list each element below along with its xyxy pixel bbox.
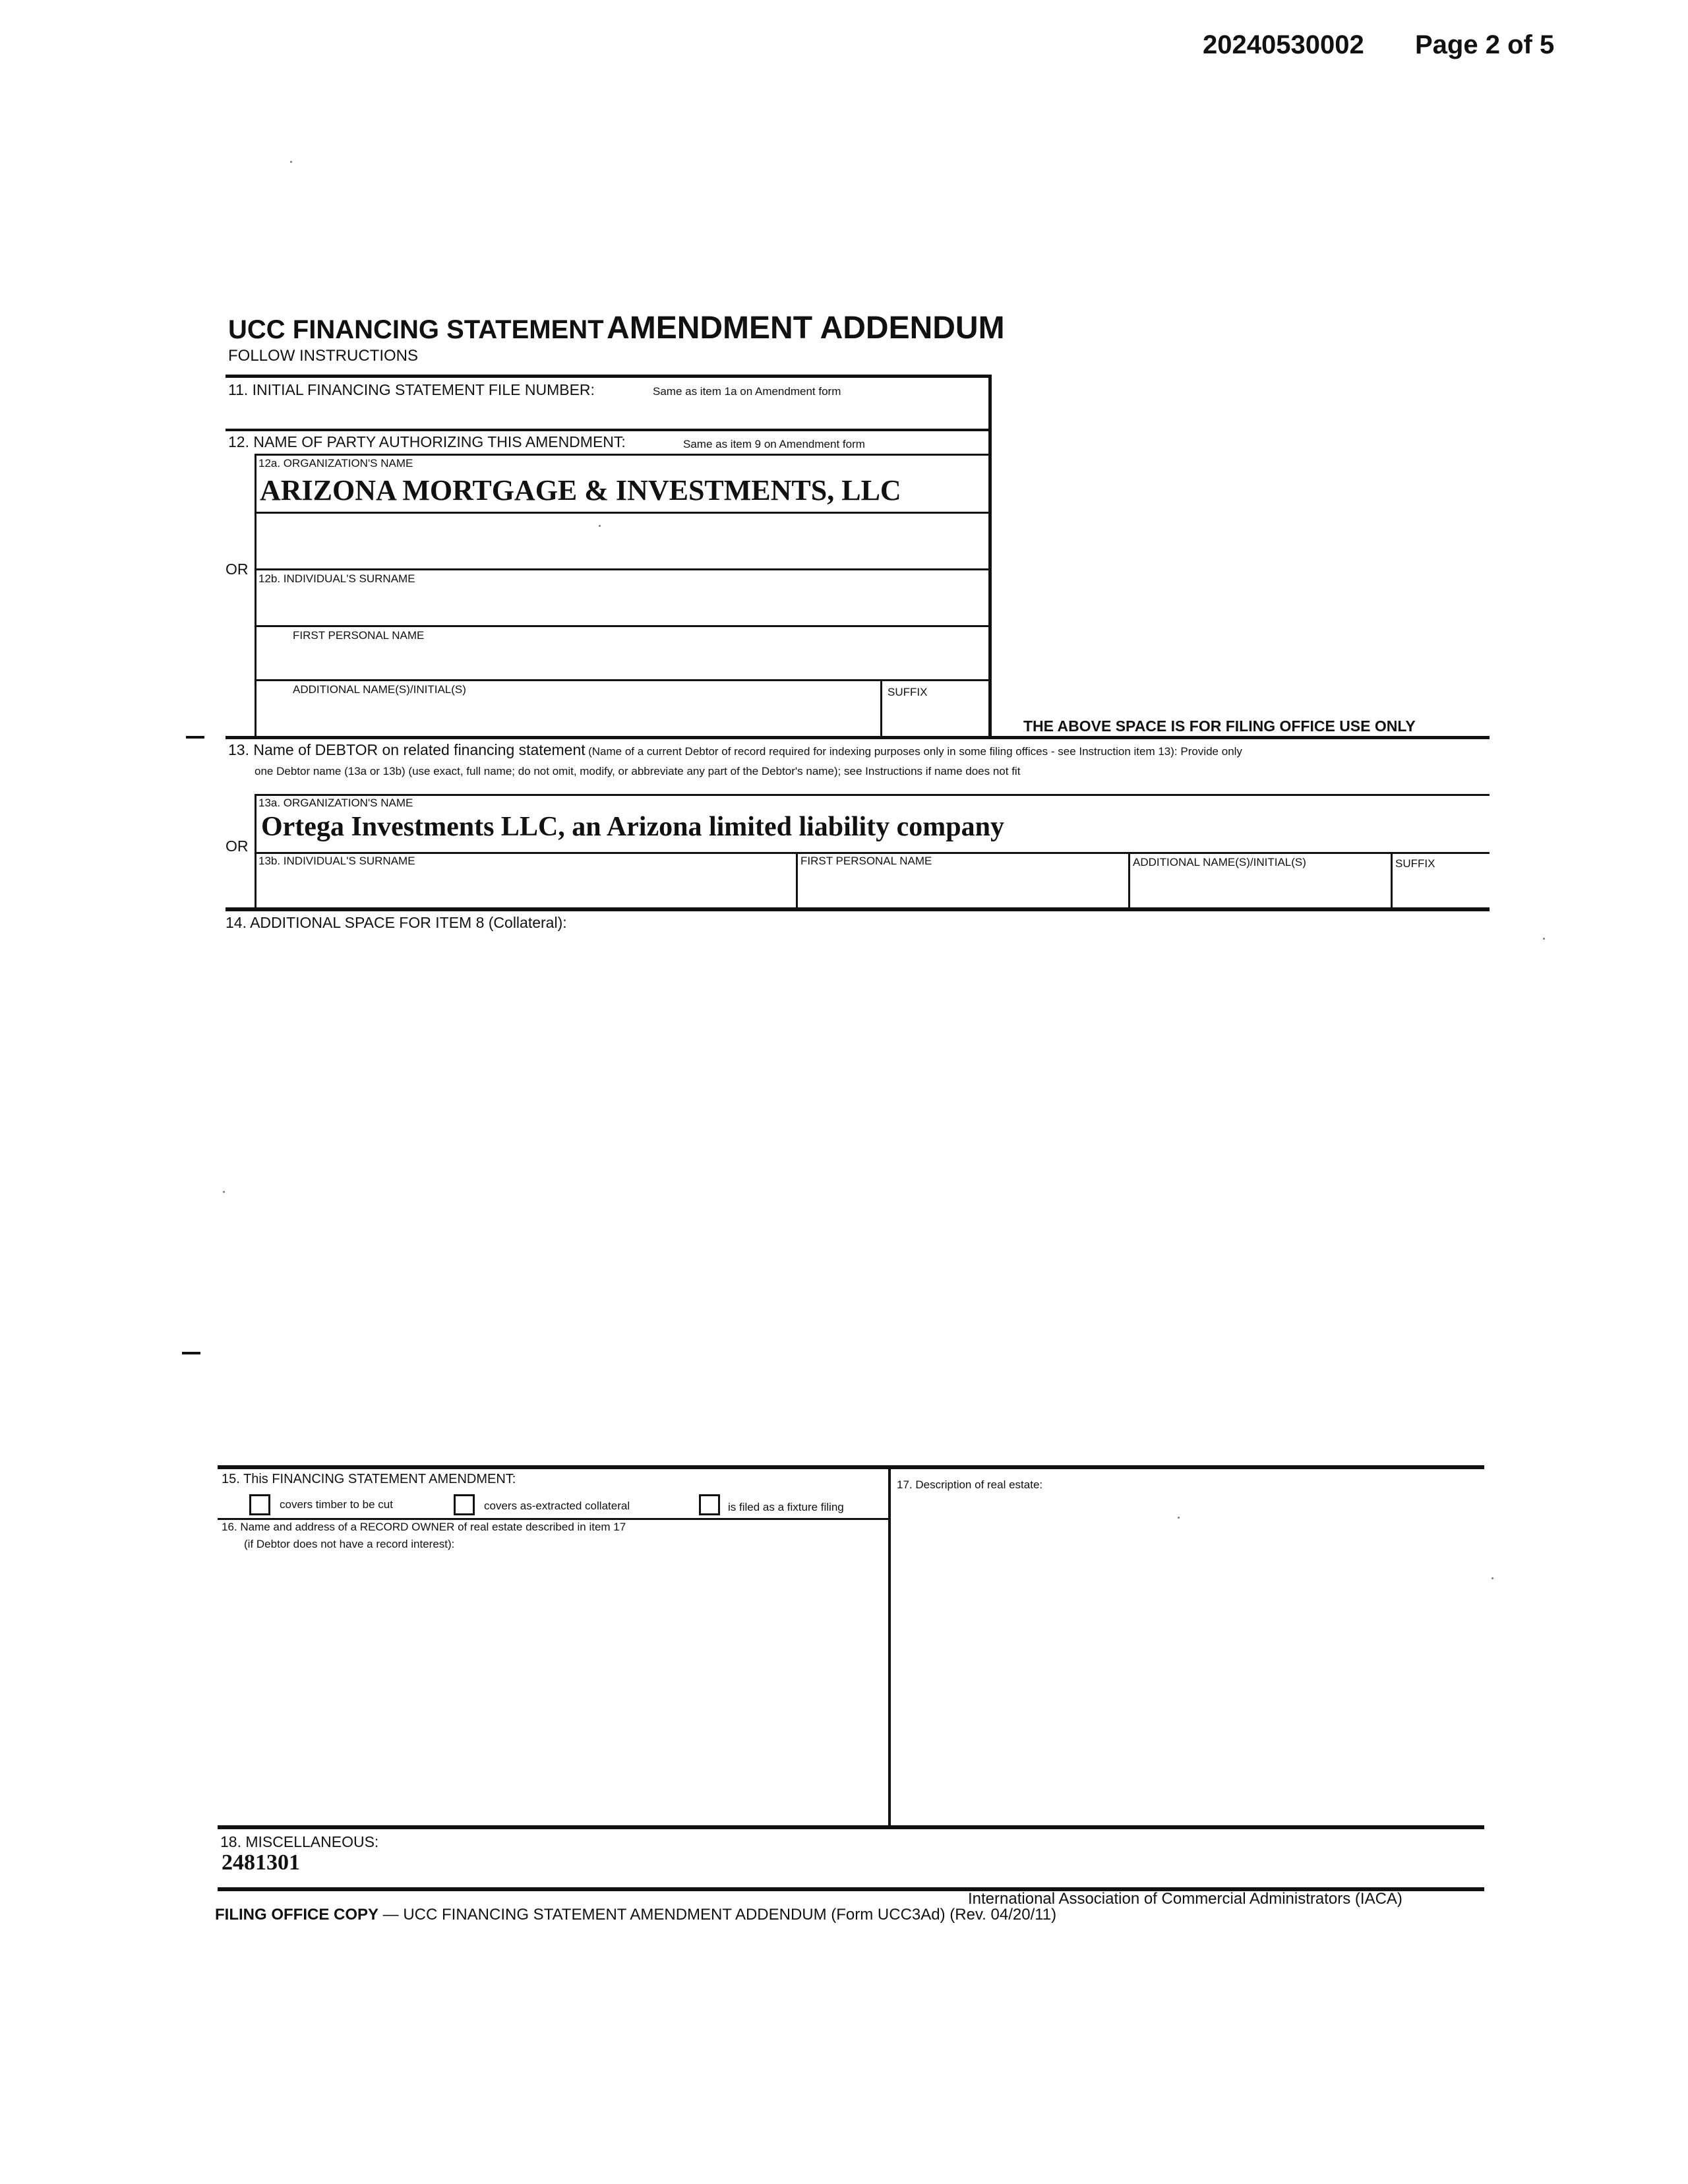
- item13-note-2: one Debtor name (13a or 13b) (use exact, full name; do not omit, modify, or abbreviate any part of the Debtor's name); see Instructions if name does not fit: [255, 765, 1021, 777]
- rule-13-suffix-left: [1391, 852, 1393, 909]
- form-title-part1: UCC FINANCING STATEMENT: [228, 315, 604, 344]
- rule-suffix-left: [880, 679, 882, 737]
- item15-label: 15. This FINANCING STATEMENT AMENDMENT:: [222, 1472, 516, 1486]
- form-title: [228, 310, 1005, 346]
- iaca-credit: International Association of Commercial Administrators (IACA): [968, 1890, 1402, 1908]
- scan-speck: [290, 161, 292, 163]
- item13a-label: 13a. ORGANIZATION'S NAME: [258, 797, 413, 809]
- checkbox-extracted[interactable]: [454, 1494, 475, 1515]
- additional-names-label: ADDITIONAL NAME(S)/INITIAL(S): [293, 683, 466, 696]
- rule-13b-top: [255, 852, 1490, 854]
- rule-top-16: [218, 1518, 889, 1520]
- item11-label: 11. INITIAL FINANCING STATEMENT FILE NUMBER:: [228, 381, 595, 398]
- check-fixture-label: is filed as a fixture filing: [728, 1501, 844, 1513]
- item17-label: 17. Description of real estate:: [897, 1478, 1043, 1491]
- item12a-label: 12a. ORGANIZATION'S NAME: [258, 457, 413, 470]
- item18-value: 2481301: [222, 1850, 300, 1875]
- rule-top-12: [226, 429, 991, 431]
- item13-first-label: FIRST PERSONAL NAME: [800, 855, 932, 867]
- scan-speck: [1492, 1577, 1493, 1579]
- item16-label-2: (if Debtor does not have a record interest):: [244, 1538, 455, 1550]
- scan-speck: [1178, 1517, 1180, 1519]
- rule-12a-mid: [255, 512, 990, 514]
- scan-speck: [1543, 938, 1545, 940]
- rule-top-18: [218, 1825, 1484, 1829]
- item12-note: Same as item 9 on Amendment form: [683, 438, 865, 450]
- item11-note: Same as item 1a on Amendment form: [653, 385, 841, 398]
- item13-label-line: [228, 741, 1242, 759]
- item12a-value: ARIZONA MORTGAGE & INVESTMENTS, LLC: [260, 474, 901, 506]
- rule-top-15: [218, 1465, 1484, 1469]
- or-label-13: OR: [226, 837, 249, 855]
- margin-mark-2: [182, 1352, 200, 1354]
- item13-additional-label: ADDITIONAL NAME(S)/INITIAL(S): [1133, 856, 1306, 868]
- rule-13-first-left: [796, 852, 798, 909]
- or-label-12: OR: [226, 561, 249, 578]
- footer-line: [215, 1906, 1056, 1924]
- rule-top-11: [226, 375, 991, 378]
- item12b-label: 12b. INDIVIDUAL'S SURNAME: [258, 572, 415, 585]
- check-timber-label: covers timber to be cut: [280, 1498, 393, 1511]
- check-extracted-label: covers as-extracted collateral: [484, 1500, 630, 1512]
- footer-copy-label: FILING OFFICE COPY: [215, 1906, 379, 1924]
- checkbox-timber[interactable]: [249, 1494, 270, 1515]
- scan-speck: [223, 1191, 225, 1193]
- item18-label: 18. MISCELLANEOUS:: [220, 1833, 379, 1850]
- rule-12a-top: [255, 454, 990, 456]
- checkbox-fixture[interactable]: [699, 1494, 720, 1515]
- rule-top-14: [226, 907, 1490, 911]
- rule-top-13: [226, 736, 1490, 739]
- suffix-label: SUFFIX: [888, 686, 928, 698]
- item12-label: 12. NAME OF PARTY AUTHORIZING THIS AMENDMENT:: [228, 433, 626, 450]
- footer-copy-text: — UCC FINANCING STATEMENT AMENDMENT ADDENDUM (Form UCC3Ad) (Rev. 04/20/11): [378, 1906, 1057, 1924]
- item13b-label: 13b. INDIVIDUAL'S SURNAME: [258, 855, 415, 867]
- scan-speck: [599, 525, 601, 527]
- rule-left-12: [255, 454, 256, 739]
- rule-12b-top: [255, 568, 990, 570]
- rule-first-top: [255, 625, 990, 627]
- item13-note-1: (Name of a current Debtor of record required for indexing purposes only in some filing offices - see Instruction item 13): Provide only: [588, 745, 1242, 758]
- item16-label-1: 16. Name and address of a RECORD OWNER of real estate described in item 17: [222, 1521, 626, 1533]
- item13a-value: Ortega Investments LLC, an Arizona limited liability company: [261, 812, 1004, 842]
- page-indicator: Page 2 of 5: [1415, 30, 1555, 59]
- item13-label: 13. Name of DEBTOR on related financing statement: [228, 741, 586, 758]
- rule-13a-top: [255, 794, 1490, 796]
- filing-number: 20240530002: [1203, 30, 1364, 59]
- filing-office-note: THE ABOVE SPACE IS FOR FILING OFFICE USE ONLY: [1023, 717, 1416, 735]
- rule-13-addl-left: [1128, 852, 1130, 909]
- item14-label: 14. ADDITIONAL SPACE FOR ITEM 8 (Collateral):: [226, 914, 567, 931]
- first-name-label: FIRST PERSONAL NAME: [293, 629, 425, 642]
- margin-mark-1: [186, 736, 204, 739]
- follow-instructions: FOLLOW INSTRUCTIONS: [228, 347, 419, 365]
- item13-suffix-label: SUFFIX: [1395, 857, 1435, 870]
- form-title-part2: AMENDMENT ADDENDUM: [607, 311, 1005, 346]
